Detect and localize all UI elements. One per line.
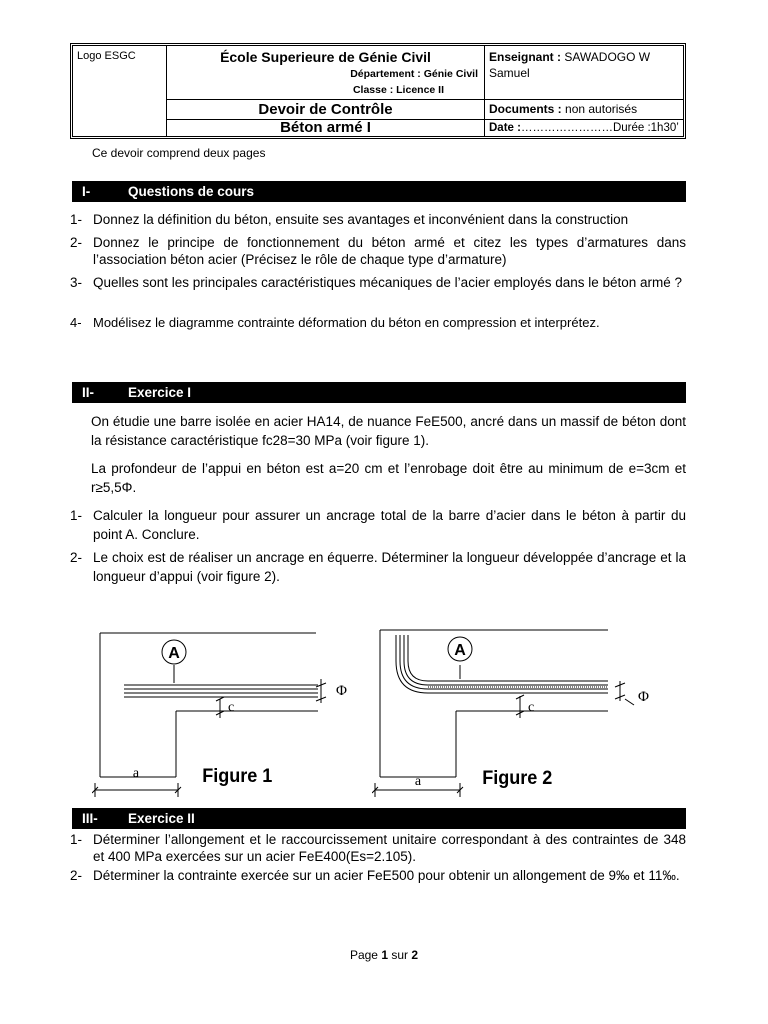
department: Département : Génie Civil <box>350 68 478 80</box>
item-text: Quelles sont les principales caractéristiques mécaniques de l’acier employés dans le béton armé ? <box>93 275 683 290</box>
list-item <box>70 831 686 865</box>
date-label: Date : <box>489 122 521 134</box>
list-item <box>70 506 686 544</box>
item-number: 1- <box>70 212 83 227</box>
list-item <box>70 211 686 228</box>
exam-subject: Béton armé I <box>167 120 485 136</box>
item-number: 4- <box>70 315 82 330</box>
page-note: Ce devoir comprend deux pages <box>92 146 266 160</box>
item-number: 3- <box>70 275 83 290</box>
list-item <box>70 314 686 331</box>
item-text: Déterminer l’allongement et le raccourcissement unitaire correspondant à des contraintes de 348 et 400 MPa exercées sur un acier FeE400(Es=2.105). <box>93 832 686 864</box>
teacher-name: SAWADOGO W Samuel <box>489 50 651 80</box>
exercise-paragraph: La profondeur de l’appui en béton est a=20 cm et l’enrobage doit être au minimum de e=3cm et r≥5,5Φ. <box>91 461 686 495</box>
dim-c-label: c <box>528 700 535 715</box>
date-value: ……………………Durée :1h30’ <box>520 122 679 134</box>
item-text: Donnez le principe de fonctionnement du béton armé et citez les types d’armatures dans l’association béton acier (Précisez le rôle de chaque type d’armature) <box>93 235 686 267</box>
figure-caption: Figure 1 <box>202 764 273 787</box>
list-item <box>70 867 686 884</box>
school-cell <box>167 46 485 100</box>
item-number: 2- <box>70 235 83 250</box>
exercise-paragraph: On étudie une barre isolée en acier HA14, de nuance FeE500, ancré dans un massif de béton dont la résistance caractéristique fc28=30 MPa (voir figure 1). <box>91 414 686 448</box>
section-header-3 <box>72 808 686 829</box>
section-title: Exercice II <box>128 811 195 826</box>
docs-label: Documents : <box>489 102 562 116</box>
section-number: I- <box>82 184 91 199</box>
phi-label: Φ <box>638 689 649 705</box>
item-text: Le choix est de réaliser un ancrage en équerre. Déterminer la longueur développée d’ancrage et la longueur d’appui (voir figure 2). <box>93 550 686 584</box>
list-item <box>70 548 686 586</box>
footer-prefix: Page <box>349 948 382 962</box>
dim-a-label: a <box>414 774 422 789</box>
page-footer <box>0 948 768 962</box>
teacher-label: Enseignant : <box>489 50 562 64</box>
item-number: 2- <box>70 868 83 883</box>
section-header-1 <box>72 181 686 202</box>
section-title: Questions de cours <box>128 184 255 199</box>
teacher-cell <box>485 46 683 100</box>
dim-c-label: c <box>228 700 235 715</box>
point-a-label: A <box>454 642 466 659</box>
phi-label: Φ <box>336 683 347 699</box>
page-number: 1 <box>381 948 388 962</box>
classe: Classe : Licence II <box>352 84 444 96</box>
exam-title: Devoir de Contrôle <box>167 100 485 120</box>
point-a-label: A <box>168 645 180 662</box>
dim-a-label: a <box>132 766 140 781</box>
footer-middle: sur <box>388 948 412 962</box>
figure-1 <box>92 625 372 800</box>
item-text: Donnez la définition du béton, ensuite ses avantages et inconvénient dans la construction <box>93 212 629 227</box>
item-number: 1- <box>70 832 83 847</box>
docs-cell <box>485 100 683 120</box>
item-text: Déterminer la contrainte exercée sur un acier FeE500 pour obtenir un allongement de 9‰ et 11‰. <box>93 868 680 883</box>
item-number: 2- <box>70 550 83 565</box>
item-text: Calculer la longueur pour assurer un ancrage total de la barre d’acier dans le béton à partir du point A. Conclure. <box>93 508 686 542</box>
item-number: 1- <box>70 508 83 523</box>
docs-value: non autorisés <box>565 102 638 116</box>
date-cell <box>485 120 683 136</box>
section-number: III- <box>82 811 98 826</box>
school-name: École Superieure de Génie Civil <box>220 49 431 65</box>
section-title: Exercice I <box>128 385 192 400</box>
figure-caption: Figure 2 <box>482 766 553 789</box>
figure-2 <box>372 625 662 800</box>
list-item <box>70 234 686 268</box>
section-number: II- <box>82 385 94 400</box>
item-text: Modélisez le diagramme contrainte déformation du béton en compression et interprétez. <box>93 315 600 330</box>
logo-placeholder: Logo ESGC <box>73 46 167 136</box>
section-header-2 <box>72 382 686 403</box>
page-total: 2 <box>411 948 419 962</box>
header-table <box>70 43 686 139</box>
list-item <box>70 274 686 291</box>
